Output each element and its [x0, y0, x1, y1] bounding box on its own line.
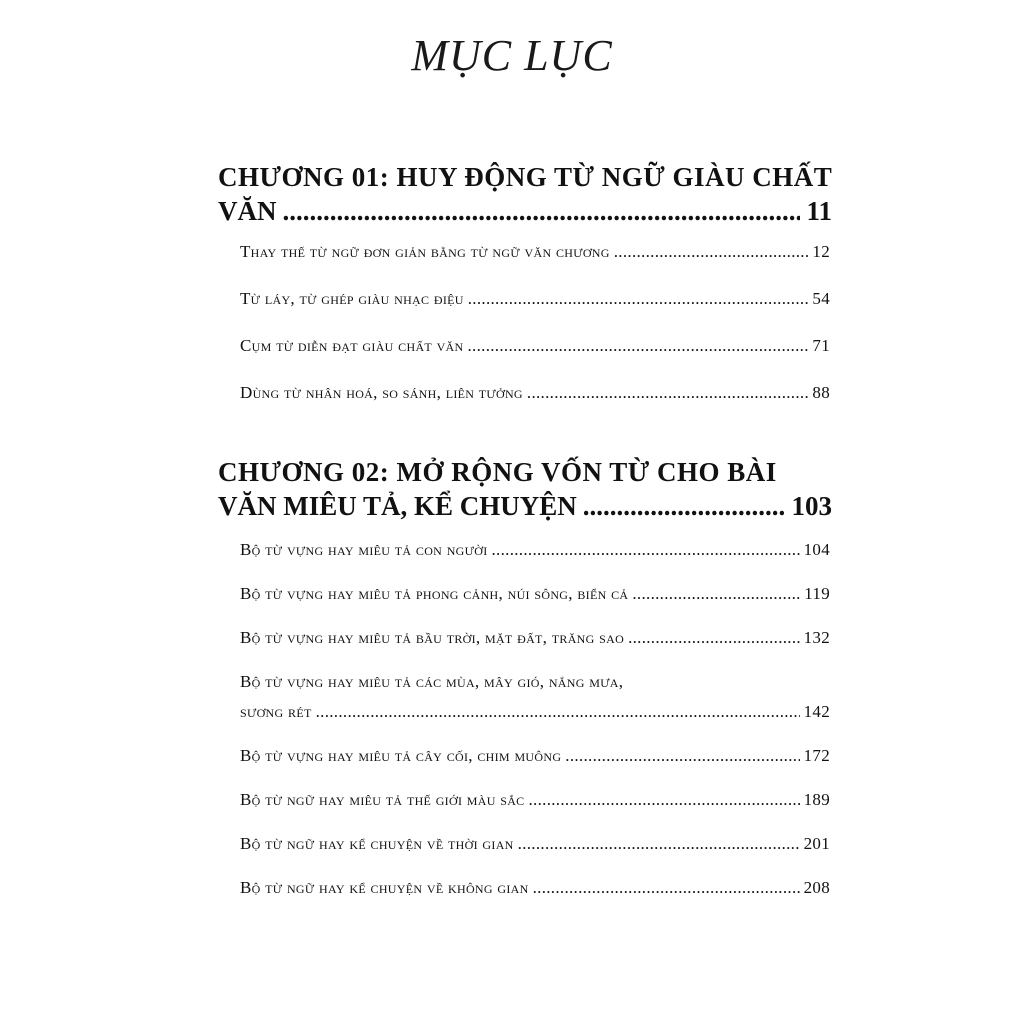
toc-entry[interactable] — [240, 287, 830, 311]
leader-dots — [565, 744, 799, 768]
entry-page-number: 201 — [803, 834, 830, 853]
entry-page-number: 208 — [803, 878, 830, 897]
chapter-title-line2-row — [218, 194, 832, 228]
leader-dots — [614, 240, 809, 264]
entry-page-number: 54 — [812, 289, 830, 308]
leader-dots — [533, 876, 800, 900]
chapter-title-line1: CHƯƠNG 01: HUY ĐỘNG TỪ NGỮ GIÀU CHẤT — [218, 162, 833, 192]
entry-page-number: 189 — [803, 790, 830, 809]
leader-dots — [518, 832, 800, 856]
entry-label-continued: sương rét — [240, 702, 312, 721]
chapter-title-line2: VĂN MIÊU TẢ, KỂ CHUYỆN — [218, 491, 577, 521]
toc-entry[interactable] — [240, 538, 830, 562]
chapter-title-line1: CHƯƠNG 02: MỞ RỘNG VỐN TỪ CHO BÀI — [218, 457, 777, 487]
leader-dots — [632, 582, 800, 606]
chapter-entries — [240, 538, 830, 920]
entry-page-number: 71 — [812, 336, 830, 355]
entry-page-number: 142 — [803, 702, 830, 721]
toc-entry[interactable] — [240, 744, 830, 768]
entry-page-number: 104 — [803, 540, 830, 559]
entry-label: Bộ từ ngữ hay kể chuyện về thời gian — [240, 834, 514, 853]
entry-label: Bộ từ ngữ hay kể chuyện về không gian — [240, 878, 529, 897]
chapter-entries — [240, 240, 830, 428]
entry-label: Bộ từ ngữ hay miêu tả thế giới màu sắc — [240, 790, 525, 809]
entry-label: Bộ từ vựng hay miêu tả các mùa, mây gió, nắng mưa, — [240, 672, 624, 691]
chapter-heading[interactable] — [218, 160, 832, 228]
entry-label: Bộ từ vựng hay miêu tả phong cảnh, núi sông, biển cả — [240, 584, 629, 603]
leader-dots — [583, 489, 786, 523]
entry-label: Bộ từ vựng hay miêu tả bầu trời, mặt đất, trăng sao — [240, 628, 625, 647]
toc-entry[interactable] — [240, 240, 830, 264]
leader-dots — [527, 381, 808, 405]
toc-entry[interactable] — [240, 381, 830, 405]
toc-entry[interactable] — [240, 670, 830, 724]
toc-entry[interactable] — [240, 626, 830, 650]
entry-page-number: 132 — [803, 628, 830, 647]
toc-entry[interactable] — [240, 832, 830, 856]
chapter-title-line2-row — [218, 489, 832, 523]
page-title: MỤC LỤC — [411, 31, 613, 80]
entry-page-number: 88 — [812, 383, 830, 402]
leader-dots — [529, 788, 800, 812]
leader-dots — [628, 626, 800, 650]
entry-label: Cụm từ diễn đạt giàu chất văn — [240, 336, 464, 355]
entry-label: Bộ từ vựng hay miêu tả cây cối, chim muông — [240, 746, 562, 765]
leader-dots — [316, 700, 800, 724]
entry-page-number: 172 — [803, 746, 830, 765]
leader-dots — [283, 194, 801, 228]
entry-label: Dùng từ nhân hoá, so sánh, liên tưởng — [240, 383, 523, 402]
toc-entry[interactable] — [240, 582, 830, 606]
entry-label: Bộ từ vựng hay miêu tả con người — [240, 540, 488, 559]
toc-entry[interactable] — [240, 788, 830, 812]
entry-page-number: 119 — [804, 584, 830, 603]
entry-line2-row — [240, 700, 830, 724]
entry-label: Từ láy, từ ghép giàu nhạc điệu — [240, 289, 464, 308]
leader-dots — [492, 538, 800, 562]
toc-entry[interactable] — [240, 334, 830, 358]
chapter-heading[interactable] — [218, 455, 832, 523]
toc-entry[interactable] — [240, 876, 830, 900]
chapter-page-number: 103 — [791, 491, 832, 521]
chapter-page-number: 11 — [806, 196, 832, 226]
entry-page-number: 12 — [812, 242, 830, 261]
leader-dots — [468, 287, 809, 311]
chapter-title-line2: VĂN — [218, 196, 277, 226]
leader-dots — [468, 334, 809, 358]
entry-label: Thay thế từ ngữ đơn giản bằng từ ngữ văn chương — [240, 242, 610, 261]
